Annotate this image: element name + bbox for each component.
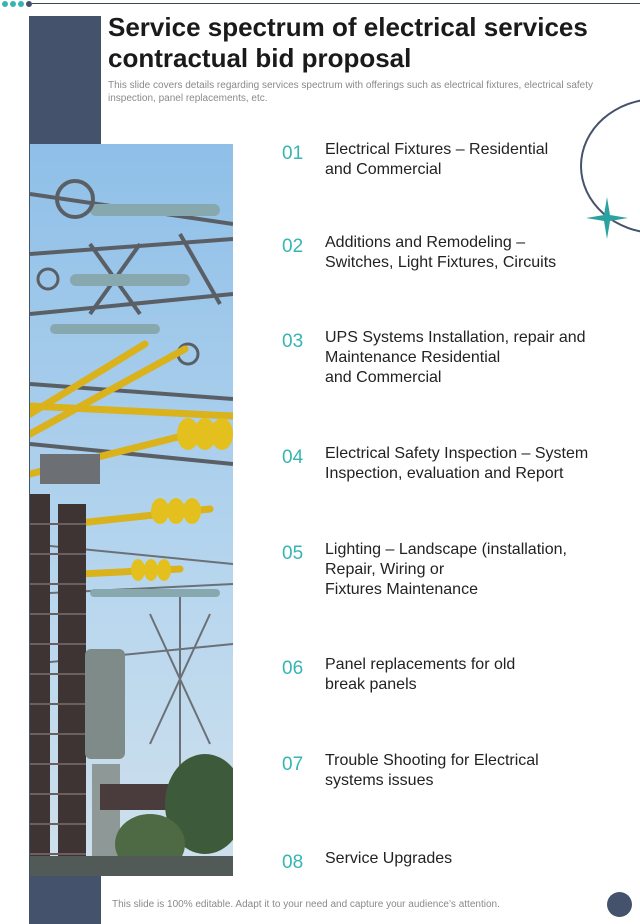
service-item-01: [282, 140, 610, 180]
dot-4: [26, 1, 32, 7]
item-number: 05: [282, 543, 304, 564]
page-subtitle: This slide covers details regarding services spectrum with offerings such as electrical fixtures, electrical safety inspection, panel replacements, etc.: [108, 80, 594, 104]
item-number: 02: [282, 236, 304, 257]
item-text: Lighting – Landscape (installation, Repair, Wiring or Fixtures Maintenance: [325, 541, 567, 598]
item-text: Electrical Safety Inspection – System Inspection, evaluation and Report: [325, 445, 589, 482]
item-text: Additions and Remodeling – Switches, Light Fixtures, Circuits: [325, 234, 557, 271]
dot-1: [2, 1, 8, 7]
item-text: Service Upgrades: [325, 850, 453, 867]
top-dots: [2, 1, 32, 7]
item-number: 07: [282, 754, 304, 775]
service-item-05: [282, 540, 610, 600]
item-number: 01: [282, 143, 304, 164]
page-title: Service spectrum of electrical services contractual bid proposal: [108, 12, 588, 73]
item-number: 06: [282, 658, 304, 679]
item-text: UPS Systems Installation, repair and Maintenance Residential and Commercial: [325, 329, 586, 386]
top-divider: [32, 3, 640, 4]
item-number: 03: [282, 331, 304, 352]
service-item-06: [282, 655, 610, 695]
item-text: Electrical Fixtures – Residential and Commercial: [325, 141, 549, 178]
dot-2: [10, 1, 16, 7]
item-text: Trouble Shooting for Electrical systems issues: [325, 752, 539, 789]
service-item-08: [282, 849, 610, 874]
page-marker: [607, 892, 632, 917]
footer-note: This slide is 100% editable. Adapt it to your need and capture your audience’s attention.: [112, 899, 500, 910]
item-number: 04: [282, 447, 304, 468]
service-item-07: [282, 751, 610, 791]
item-number: 08: [282, 852, 304, 873]
service-item-03: [282, 328, 610, 388]
item-text: Panel replacements for old break panels: [325, 656, 516, 693]
dot-3: [18, 1, 24, 7]
service-item-04: [282, 444, 610, 484]
service-item-02: [282, 233, 610, 273]
electrical-substation-photo: [30, 144, 233, 876]
